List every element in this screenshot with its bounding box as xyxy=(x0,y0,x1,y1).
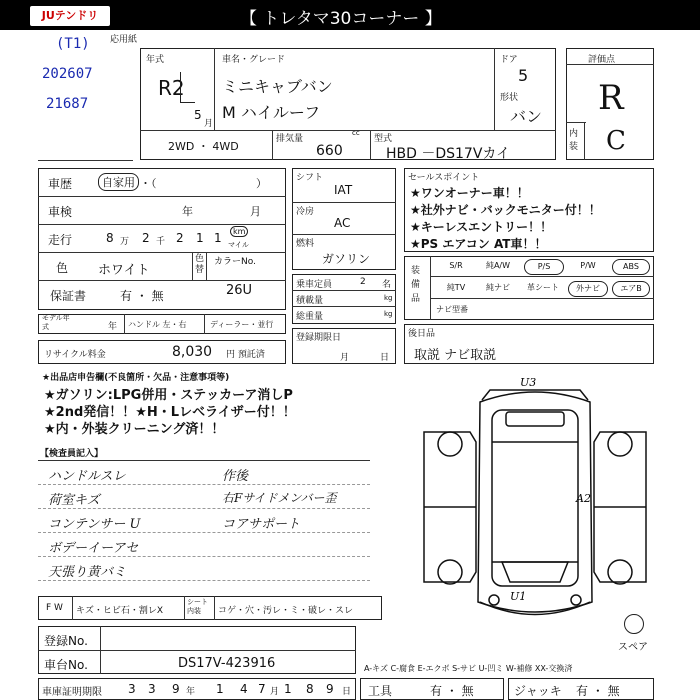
cert-digit: 3 xyxy=(128,682,136,696)
inspection-label: 車検 xyxy=(48,205,73,219)
mileage-d4: 1 xyxy=(196,231,204,245)
inspector-note: ハンドルスレ xyxy=(48,469,126,484)
mileage-d5: 1 xyxy=(214,231,222,245)
spare-tire-icon xyxy=(624,614,644,634)
recycle-value: 8,030 xyxy=(172,344,213,360)
recycle-label: リサイクル料金 xyxy=(44,350,106,360)
mileage-label: 走行 xyxy=(48,233,73,247)
notes-line: ★2nd発信！！★H・Lレベライザー付！！ xyxy=(44,405,296,420)
rating-label: 評価点 xyxy=(588,55,616,65)
chassis-value: DS17V-423916 xyxy=(178,656,276,671)
year-label: 年式 xyxy=(146,55,165,65)
mileage-d3: 2 xyxy=(176,231,184,245)
cert-label: 車庫証明期限 xyxy=(42,687,102,698)
equip-ps: P/S xyxy=(524,259,564,275)
cert-digit: 1 xyxy=(284,682,292,696)
mileage-d2: 2 xyxy=(142,231,150,245)
ac-value: AC xyxy=(334,216,351,230)
fuel-label: 燃料 xyxy=(296,239,315,249)
load-unit: kg xyxy=(384,294,393,302)
reg-label: 登録No. xyxy=(44,634,88,648)
color-code: 26U xyxy=(226,283,253,298)
history-label: 車歴 xyxy=(48,177,73,191)
tools-value: 有 ・ 無 xyxy=(430,684,474,698)
notes-title: ★出品店申告欄(不良箇所・欠品・注意事項等) xyxy=(42,373,230,383)
notes-line: ★内・外装クリーニング済！！ xyxy=(44,422,225,437)
equip-tv: 純TV xyxy=(446,283,466,292)
inspector-note: 天張り黄バミ xyxy=(48,565,127,580)
fw-label: F W xyxy=(46,603,63,613)
sales-item: ★社外ナビ・バックモニター付！！ xyxy=(410,203,601,217)
name-label: 車名・グレード xyxy=(222,55,286,65)
fw-values: キズ・ヒビ石・割レX xyxy=(76,606,163,616)
rating-score: R xyxy=(598,78,624,118)
color-code-label: カラーNo. xyxy=(214,257,256,267)
deadline-label: 登録期限日 xyxy=(296,333,342,343)
mileage-man: 8 xyxy=(106,231,114,245)
corner-tag xyxy=(38,30,126,150)
sales-item: ★キーレスエントリー！！ xyxy=(410,220,553,234)
sales-item: ★ワンオーナー車！！ xyxy=(410,186,529,200)
history-close: ） xyxy=(256,177,267,190)
interior-label: 内装 xyxy=(569,129,579,152)
model-label: 型式 xyxy=(374,134,393,144)
cert-unit: 年 xyxy=(186,687,196,697)
cert-unit: 月 xyxy=(270,687,280,697)
cert-digit: 1 xyxy=(216,682,224,696)
shift-value: IAT xyxy=(334,183,353,197)
inspector-note: 右Fサイドメンバー歪 xyxy=(222,491,337,505)
inspector-note: コンテンサー U xyxy=(48,517,141,532)
retrofit-label: 後日品 xyxy=(408,329,436,339)
equip-ext-navi: 外ナビ xyxy=(568,281,608,297)
displacement-value: 660 xyxy=(316,143,343,159)
equip-abs: ABS xyxy=(612,259,650,275)
mileage-man-unit: 万 xyxy=(120,237,130,247)
tag-line-1: (T1) xyxy=(56,36,90,52)
color-label: 色 xyxy=(56,261,69,275)
car-diagram xyxy=(410,372,660,632)
history-value: 自家用 xyxy=(98,173,139,191)
load-label: 積載量 xyxy=(296,296,324,306)
dealer-value: ディーラー・並行 xyxy=(210,320,274,329)
displacement-label: 排気量 xyxy=(276,134,304,144)
sheet-values: コゲ・穴・汚レ・ミ・破レ・スレ xyxy=(218,606,354,616)
year-value: R2 xyxy=(158,76,185,100)
inspector-note: コアサポート xyxy=(222,517,301,532)
tools-label: 工具 xyxy=(368,684,393,698)
paper-label: 応用紙 xyxy=(110,35,138,45)
equipment-label: 装備品 xyxy=(411,266,421,304)
chassis-label: 車台No. xyxy=(44,658,88,672)
jack-label: ジャッキ xyxy=(514,684,562,698)
equip-airbag: エアB xyxy=(612,281,650,297)
cert-digit: 7 xyxy=(258,682,266,696)
damage-legend: A-キズ C-腐食 E-エクボ S-サビ U-凹ミ W-補修 XX-交換済 xyxy=(364,664,573,673)
deadline-day: 日 xyxy=(380,353,390,363)
month-unit: 月 xyxy=(204,119,214,129)
inspector-note: ボデーイーアセ xyxy=(48,541,139,556)
sales-label: セールスポイント xyxy=(408,173,480,183)
page-title: 【 トレタマ30コーナー 】 xyxy=(240,9,442,29)
retrofit-value: 取説 ナビ取説 xyxy=(414,348,497,363)
model-value: HBD －DS17Vカイ xyxy=(386,146,511,162)
diagram-mark: A2 xyxy=(576,492,591,505)
history-dot: ・（ xyxy=(140,177,157,190)
shape-value: バン xyxy=(510,107,543,126)
logo-text: JUテンドリ xyxy=(41,9,99,22)
cert-digit: 3 xyxy=(148,682,156,696)
deadline-month: 月 xyxy=(340,353,350,363)
persons-unit: 名 xyxy=(382,280,392,290)
car-grade: M ハイルーフ xyxy=(222,103,321,122)
shape-label: 形状 xyxy=(500,93,519,103)
equip-navi: 純ナビ xyxy=(486,283,510,292)
equip-sr: S/R xyxy=(449,261,463,270)
equip-awheel: 純A/W xyxy=(485,261,511,270)
warranty-value: 有 ・ 無 xyxy=(120,289,164,303)
color-value: ホワイト xyxy=(98,263,150,278)
cert-unit: 日 xyxy=(342,687,352,697)
diagram-mark: U3 xyxy=(520,376,537,389)
interior-score: C xyxy=(606,126,626,156)
cert-digit: 4 xyxy=(240,682,248,696)
equip-pw: P/W xyxy=(580,261,596,270)
cert-digit: 9 xyxy=(172,682,180,696)
inspector-note: 作後 xyxy=(222,469,249,484)
month-value: 5 xyxy=(194,108,202,122)
logo xyxy=(30,6,110,26)
inspector-note: 荷室キズ xyxy=(48,493,100,508)
sales-item: ★PS エアコン AT車！！ xyxy=(410,237,547,251)
shift-label: シフト xyxy=(296,173,324,183)
fuel-value: ガソリン xyxy=(322,252,371,266)
jack-value: 有 ・ 無 xyxy=(576,684,620,698)
cert-digit: 8 xyxy=(306,682,314,696)
notes-line: ★ガソリン:LPG併用・ステッカーア消しP xyxy=(44,388,293,403)
mileage-km: km xyxy=(230,226,248,237)
spare-label: スペア xyxy=(618,642,648,653)
ac-label: 冷房 xyxy=(296,207,315,217)
model-year-unit: 年 xyxy=(108,322,118,332)
drive-value: 2WD ・ 4WD xyxy=(168,140,239,153)
sheet-label: シート内装 xyxy=(187,598,208,615)
mileage-mile: マイル xyxy=(228,241,249,249)
displacement-unit: cc xyxy=(352,129,360,137)
diagram-mark: U1 xyxy=(510,590,527,603)
doors-value: 5 xyxy=(518,66,529,85)
persons-label: 乗車定員 xyxy=(296,280,333,290)
model-year-label: モデル年式 xyxy=(42,314,70,331)
tag-line-2: 202607 xyxy=(42,66,93,82)
handle-value: ハンドル 左・右 xyxy=(128,320,187,329)
inspection-year: 年 xyxy=(182,205,193,218)
tag-line-3: 21687 xyxy=(46,96,89,112)
warranty-label: 保証書 xyxy=(50,289,87,303)
inspector-title: 【検査員記入】 xyxy=(40,449,104,459)
recycle-unit: 円 預託済 xyxy=(226,350,265,360)
gross-unit: kg xyxy=(384,310,393,318)
doors-label: ドア xyxy=(500,55,518,65)
equip-leather: 革シート xyxy=(527,283,559,292)
gross-label: 総重量 xyxy=(296,312,324,322)
mileage-sen-unit: 千 xyxy=(156,237,166,247)
car-name: ミニキャブバン xyxy=(222,77,333,96)
repaint-label: 色替 xyxy=(195,254,205,275)
persons-value: 2 xyxy=(360,277,366,287)
cert-digit: 9 xyxy=(326,682,334,696)
navi-model-label: ナビ型番 xyxy=(436,305,468,314)
inspection-month: 月 xyxy=(250,205,261,218)
